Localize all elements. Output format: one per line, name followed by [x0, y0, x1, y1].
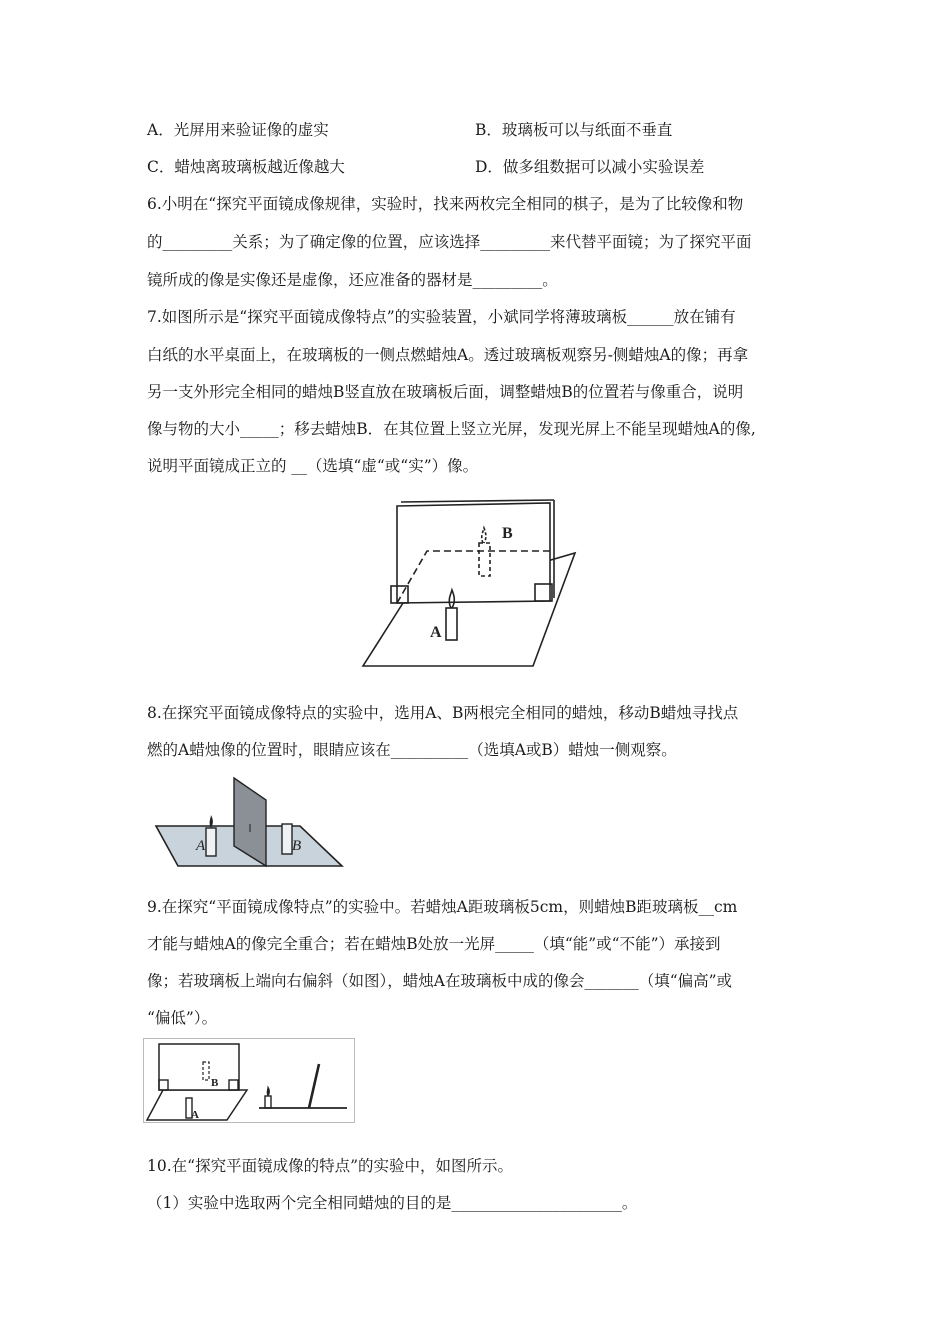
label-a: A	[430, 624, 442, 641]
glass-plate	[397, 503, 550, 603]
question-6-line-2: 的_________关系；为了确定像的位置，应该选择_________来代替平面镜；为了探究平面	[147, 233, 752, 251]
label-a: A	[191, 1109, 199, 1121]
option-b: B．玻璃板可以与纸面不垂直	[475, 121, 673, 139]
question-9-line-1: 9.在探究“平面镜成像特点”的实验中。若蜡烛A距玻璃板5cm，则蜡烛B距玻璃板__cm	[147, 898, 738, 916]
question-7-line-3: 另一支外形完全相同的蜡烛B竖直放在玻璃板后面，调整蜡烛B的位置若与像重合，说明	[147, 383, 744, 401]
candle-a	[206, 828, 216, 856]
figure-q9-apparatus	[143, 1038, 355, 1123]
candle-a	[446, 608, 457, 640]
question-7-line-4: 像与物的大小_____；移去蜡烛B．在其位置上竖立光屏，发现光屏上不能呈现蜡烛A的像,	[147, 420, 756, 438]
question-7-line-1: 7.如图所示是“探究平面镜成像特点”的实验装置，小斌同学将薄玻璃板______放在铺有	[147, 308, 736, 326]
question-6-line-3: 镜所成的像是实像还是虚像，还应准备的器材是_________。	[147, 271, 558, 289]
label-b: B	[292, 838, 302, 854]
tilted-glass	[309, 1064, 319, 1108]
label-b: B	[502, 525, 513, 542]
option-a: A．光屏用来验证像的虚实	[147, 121, 329, 139]
question-10-line-1: 10.在“探究平面镜成像的特点”的实验中，如图所示。	[147, 1157, 513, 1175]
question-10-line-2: （1）实验中选取两个完全相同蜡烛的目的是______________________。	[147, 1194, 638, 1212]
question-9-line-2: 才能与蜡烛A的像完全重合；若在蜡烛B处放一光屏_____（填“能”或“不能”）承接到	[147, 935, 721, 953]
question-8-line-2: 燃的A蜡烛像的位置时，眼睛应该在__________（选填A或B）蜡烛一侧观察。	[147, 741, 677, 759]
question-7-line-5: 说明平面镜成正立的 __（选填“虚“或“实”）像。	[147, 457, 479, 475]
question-6-line-1: 6.小明在“探究平面镜成像规律，实验时，找来两枚完全相同的棋子，是为了比较像和物	[147, 195, 744, 213]
option-d: D．做多组数据可以减小实验误差	[475, 158, 705, 176]
glass-plate	[159, 1044, 239, 1090]
label-a: A	[196, 838, 206, 854]
question-7-line-2: 白纸的水平桌面上，在玻璃板的一侧点燃蜡烛A。透过玻璃板观察另-侧蜡烛A的像；再拿	[147, 346, 749, 364]
question-9-line-3: 像；若玻璃板上端向右偏斜（如图），蜡烛A在玻璃板中成的像会_______（填“偏高”或	[147, 972, 733, 990]
question-9-line-4: “偏低”）。	[147, 1009, 218, 1027]
question-8-line-1: 8.在探究平面镜成像特点的实验中，选用A、B两根完全相同的蜡烛，移动B蜡烛寻找点	[147, 704, 739, 722]
candle-b	[282, 824, 292, 854]
figure-q8-apparatus	[150, 776, 350, 872]
side-candle	[265, 1096, 271, 1108]
label-b: B	[211, 1077, 219, 1089]
option-c: C．蜡烛离玻璃板越近像越大	[147, 158, 345, 176]
figure-q7-apparatus	[355, 498, 585, 670]
